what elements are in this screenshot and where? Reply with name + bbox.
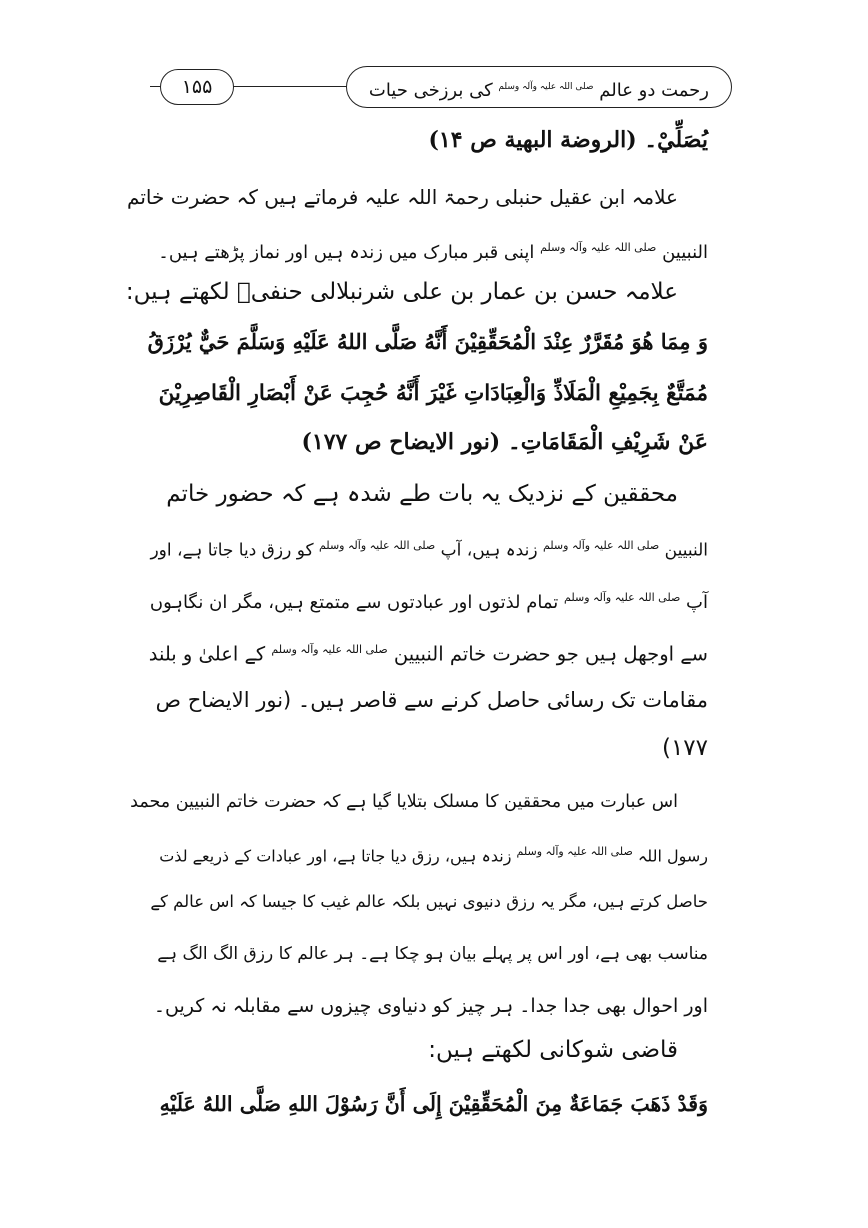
text-line (149, 630, 708, 675)
running-title-end: کی برزخی حیات (368, 80, 493, 101)
arabic-citation-line: يُصَلِّيْ۔ (الروضة البهية ص ۱۴) (428, 127, 708, 153)
text-fragment: النبیین (664, 540, 708, 561)
salawat-mark: صلی اللہ علیہ وآلہ وسلم (542, 539, 660, 552)
text-line: حاصل کرتے ہیں، مگر یہ رزق دنیوی نہیں بلکہ عالم غیب کا جیسا کہ اس عالم کے (150, 892, 708, 911)
text-line: مقامات تک رسائی حاصل کرنے سے قاصر ہیں۔ (نور الایضاح ص (155, 688, 708, 712)
text-fragment: کے اعلیٰ و بلند (148, 642, 266, 666)
salawat-mark: صلی اللہ علیہ وآلہ وسلم (318, 539, 436, 552)
text-fragment: زندہ ہیں، آپ (440, 540, 538, 561)
text-fragment: کو رزق دیا جاتا ہے، اور (150, 540, 314, 561)
salawat-mark: صلی اللہ علیہ وآلہ وسلم (271, 643, 388, 656)
text-line: اس عبارت میں محققین کا مسلک بتلایا گیا ہے کہ حضرت خاتم النبیین محمد (130, 792, 678, 812)
text-fragment: النبیین (662, 242, 708, 263)
text-line (158, 228, 708, 273)
text-line (150, 578, 708, 623)
text-line: علامہ ابن عقیل حنبلی رحمۃ اللہ علیہ فرماتے ہیں کہ حضرت خاتم (127, 185, 678, 209)
text-line: علامہ حسن بن عمار بن علی شرنبلالی حنفیؒ لکھتے ہیں: (125, 279, 678, 305)
arabic-quote-line: عَنْ شَرِيْفِ الْمَقَامَاتِ۔ (نور الایضاح ص ۱۷۷) (301, 429, 708, 455)
text-line: قاضی شوکانی لکھتے ہیں: (428, 1037, 678, 1063)
text-fragment: اپنی قبر مبارک میں زندہ ہیں اور نماز پڑھتے ہیں۔ (158, 242, 535, 263)
text-fragment: تمام لذتوں اور عبادتوں سے متمتع ہیں، مگر ان نگاہوں (149, 592, 559, 613)
text-line (159, 832, 708, 876)
text-fragment: سے اوجھل ہیں جو حضرت خاتم النبیین (393, 642, 708, 666)
arabic-quote-line: وَ مِمَا هُوَ مُقَرَّرٌ عِنْدَ الْمُحَقِّقِيْنَ أَنَّهُ صَلَّى اللهُ عَلَيْهِ وَسَلَّمَ حَيٌّ يُرْزَقُ (147, 329, 708, 354)
salawat-mark: صلی اللہ علیہ وآلہ وسلم (564, 591, 681, 604)
arabic-quote-line: وَقَدْ ذَهَبَ جَمَاعَةٌ مِنَ الْمُحَقِّقِيْنَ إِلَى أَنَّ رَسُوْلَ اللهِ صَلَّى اللهُ عَلَيْهِ (159, 1092, 708, 1116)
arabic-quote-line: مُمَتَّعٌ بِجَمِيْعِ الْمَلَاذِّ وَالْعِبَادَاتِ غَيْرَ أَنَّهُ حُجِبَ عَنْ أَبْصَارِ الْقَاصِرِيْنَ (158, 381, 708, 406)
text-line (150, 526, 708, 571)
text-fragment: رسول اللہ (637, 846, 708, 866)
salawat-mark: صلی اللہ علیہ وآلہ وسلم (516, 845, 633, 858)
page-number: ۱۵۵ (160, 69, 234, 105)
salawat-mark: صلی اللہ علیہ وآلہ وسلم (540, 241, 657, 254)
text-line: محققین کے نزدیک یہ بات طے شدہ ہے کہ حضور خاتم (166, 481, 678, 507)
text-fragment: زندہ ہیں، رزق دیا جاتا ہے، اور عبادات کے ذریعے لذت (159, 846, 512, 866)
text-fragment: آپ (686, 592, 708, 613)
text-line: ۱۷۷) (661, 735, 708, 761)
salawat-mark: صلی اللہ علیہ وآلہ وسلم (498, 82, 594, 92)
running-title-start: رحمت دو عالم (599, 80, 709, 101)
text-line: اور احوال بھی جدا جدا۔ ہر چیز کو دنیاوی چیزوں سے مقابلہ نہ کریں۔ (153, 995, 708, 1017)
running-title (346, 66, 732, 108)
text-line: مناسب بھی ہے، اور اس پر پہلے بیان ہو چکا ہے۔ ہر عالم کا رزق الگ الگ ہے (157, 944, 708, 964)
